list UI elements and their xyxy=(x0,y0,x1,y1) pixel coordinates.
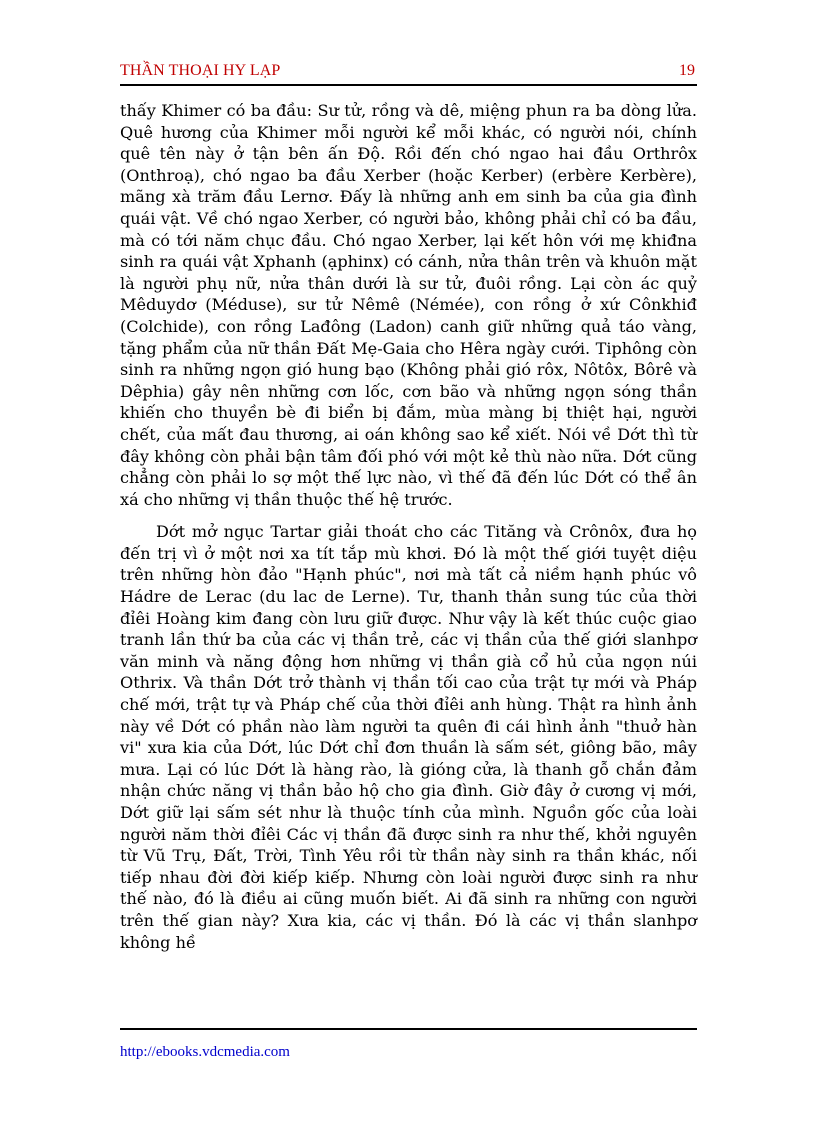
body-paragraph: Dớt mở ngục Tartar giải thoát cho các Tităng và Crônôx, đưa họ đến trị vì ở một nơi xa tít tắp mù khơi. Đó là một thế giới tuyệt diệu trên những hòn đảo "Hạnh phúc", nơi mà tất cả niềm hạnh phúc vô Hádre de Lerac (du lac de Lerne). Tư, thanh thản sung túc của thời đỉêi Hoàng kim đang còn lưu giữ được. Như vậy là kết thúc cuộc giao tranh lần thứ ba của các vị thần trẻ, các vị thần của thế giới slanhpơ văn minh và năng động hơn những vị thần già cổ hủ của ngọn núi Othrix. Và thần Dớt trở thành vị thần tối cao của trật tự mới và Pháp chế mới, trật tự và Pháp chế của thời đỉêi anh hùng. Thật ra hình ảnh này về Dớt có phần nào làm người ta quên đi cái hình ảnh "thuở hàn vi" xưa kia của Dớt, lúc Dớt chỉ đơn thuần là sấm sét, giông bão, mây mưa. Lại có lúc Dớt là hàng rào, là gióng cửa, là thanh gỗ chắn đảm nhận chức năng vị thần bảo hộ cho gia đình. Giờ đây ở cương vị mới, Dớt giữ lại sấm sét như là thuộc tính của mình. Nguồn gốc của loài người năm thời đỉêi Các vị thần đã được sinh ra như thế, khởi nguyên từ Vũ Trụ, Đất, Trời, Tình Yêu rồi từ thần này sinh ra thần khác, nối tiếp nhau đời đời kiếp kiếp. Nhưng còn loài người được sinh ra như thế nào, đó là điều ai cũng muốn biết. Ai đã sinh ra những con người trên thế gian này? Xưa kia, các vị thần. Đó là các vị thần slanhpơ không hề xyxy=(120,522,697,952)
footer-website-link[interactable]: http://ebooks.vdcmedia.com xyxy=(120,1044,290,1060)
page-footer xyxy=(120,1028,697,1060)
body-paragraph: thấy Khimer có ba đầu: Sư tử, rồng và dê, miệng phun ra ba dòng lửa. Quê hương của Khimer mỗi người kể mỗi khác, có người nói, chính quê tên này ở tận bên ấn Độ. Rồi đến chó ngao hai đầu Orthrôx (Onthroạ), chó ngao ba đầu Xerber (hoặc Kerber) (erbère Kerbère), mãng xà trăm đầu Lernơ. Đấy là những anh em sinh ba của gia đình quái vật. Về chó ngao Xerber, có người bảo, không phải chỉ có ba đầu, mà có tới năm chục đầu. Chó ngao Xerber, lại kết hôn với mẹ khiđna sinh ra quái vật Xphanh (ạphinx) có cánh, nửa thân trên và khuôn mặt là người phụ nữ, nửa thân dưới là sư tử, đuôi rồng. Lại còn ác quỷ Mêduydơ (Méduse), sư tử Nêmê (Némée), con rồng ở xứ Cônkhiđ (Colchide), con rồng Lađông (Ladon) canh giữ những quả táo vàng, tặng phẩm của nữ thần Đất Mẹ-Gaia cho Hêra ngày cưới. Tiphông còn sinh ra những ngọn gió hung bạo (Không phải gió rôx, Nôtôx, Bôrê và Dêphia) gây nên những cơn lốc, cơn bão và những ngọn sóng thần khiến cho thuyền bè đi biển bị đắm, mùa màng bị thiệt hại, người chết, của mất đau thương, ai oán không sao kể xiết. Nói về Dớt thì từ đây không còn phải bận tâm đối phó với một kẻ thù nào nữa. Dớt cũng chẳng còn phải lo sợ một thế lực nào, vì thế đã đến lúc Dớt có thể ân xá cho những vị thần thuộc thế hệ trước. xyxy=(120,101,697,509)
page-body xyxy=(120,100,697,953)
book-title: THẦN THOẠI HY LẠP xyxy=(120,62,281,79)
page-number: 19 xyxy=(679,62,695,79)
page-header xyxy=(120,58,697,86)
